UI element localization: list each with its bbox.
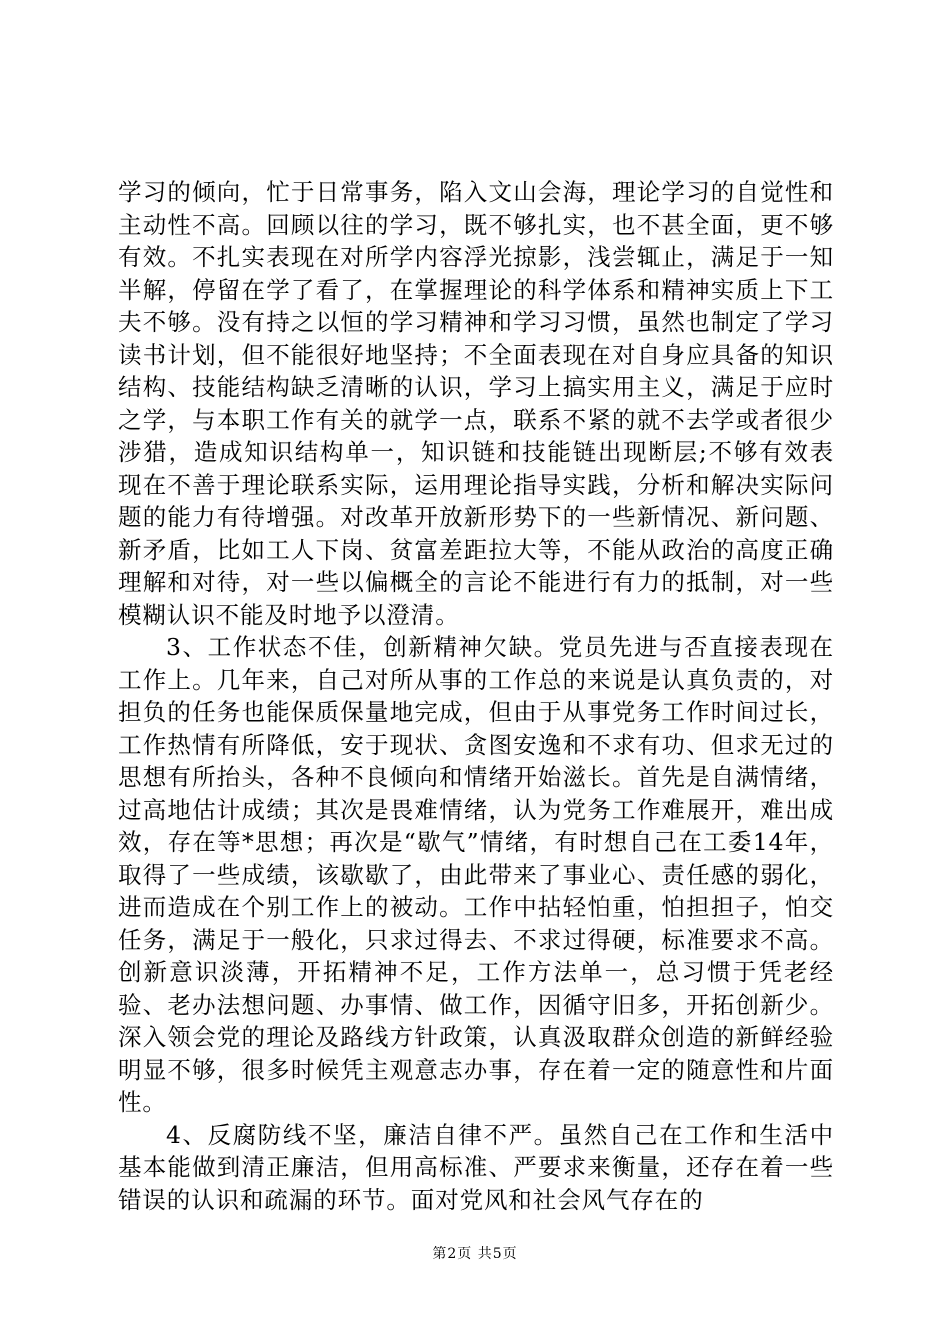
page-number: 第2页 共5页 — [432, 1246, 518, 1262]
page-footer — [0, 1244, 950, 1264]
paragraph-study-problems: 学习的倾向，忙于日常事务，陷入文山会海，理论学习的自觉性和主动性不高。回顾以往的学习，既不够扎实，也不甚全面，更不够有效。不扎实表现在对所学内容浮光掠影，浅尝辄止，满足于一知半解，停留在学了看了，在掌握理论的科学体系和精神实质上下工夫不够。没有持之以恒的学习精神和学习习惯，虽然也制定了学习读书计划，但不能很好地坚持；不全面表现在对自身应具备的知识结构、技能结构缺乏清晰的认识，学习上搞实用主义，满足于应时之学，与本职工作有关的就学一点，联系不紧的就不去学或者很少涉猎，造成知识结构单一，知识链和技能链出现断层;不够有效表现在不善于理论联系实际，运用理论指导实践，分析和解决实际问题的能力有待增强。对改革开放新形势下的一些新情况、新问题、新矛盾，比如工人下岗、贫富差距拉大等，不能从政治的高度正确理解和对待，对一些以偏概全的言论不能进行有力的抵制，对一些模糊认识不能及时地予以澄清。 — [118, 178, 834, 629]
document-body — [118, 176, 834, 1216]
paragraph-anti-corruption: 4、反腐防线不坚，廉洁自律不严。虽然自己在工作和生活中基本能做到清正廉洁，但用高标准、严要求来衡量，还存在着一些错误的认识和疏漏的环节。面对党风和社会风气存在的 — [118, 1120, 834, 1214]
paragraph-work-state: 3、工作状态不佳，创新精神欠缺。党员先进与否直接表现在工作上。几年来，自己对所从事的工作总的来说是认真负责的，对担负的任务也能保质保量地完成，但由于从事党务工作时间过长，工作热情有所降低，安于现状、贪图安逸和不求有功、但求无过的思想有所抬头，各种不良倾向和情绪开始滋长。首先是自满情绪，过高地估计成绩；其次是畏难情绪，认为党务工作难展开，难出成效，存在等*思想；再次是“歇气”情绪，有时想自己在工委14年，取得了一些成绩，该歇歇了，由此带来了事业心、责任感的弱化，进而造成在个别工作上的被动。工作中拈轻怕重，怕担担子，怕交任务，满足于一般化，只求过得去、不求过得硬，标准要求不高。创新意识淡薄，开拓精神不足，工作方法单一，总习惯于凭老经验、老办法想问题、办事情、做工作，因循守旧多，开拓创新少。深入领会党的理论及路线方针政策，认真汲取群众创造的新鲜经验明显不够，很多时候凭主观意志办事，存在着一定的随意性和片面性。 — [118, 633, 834, 1116]
